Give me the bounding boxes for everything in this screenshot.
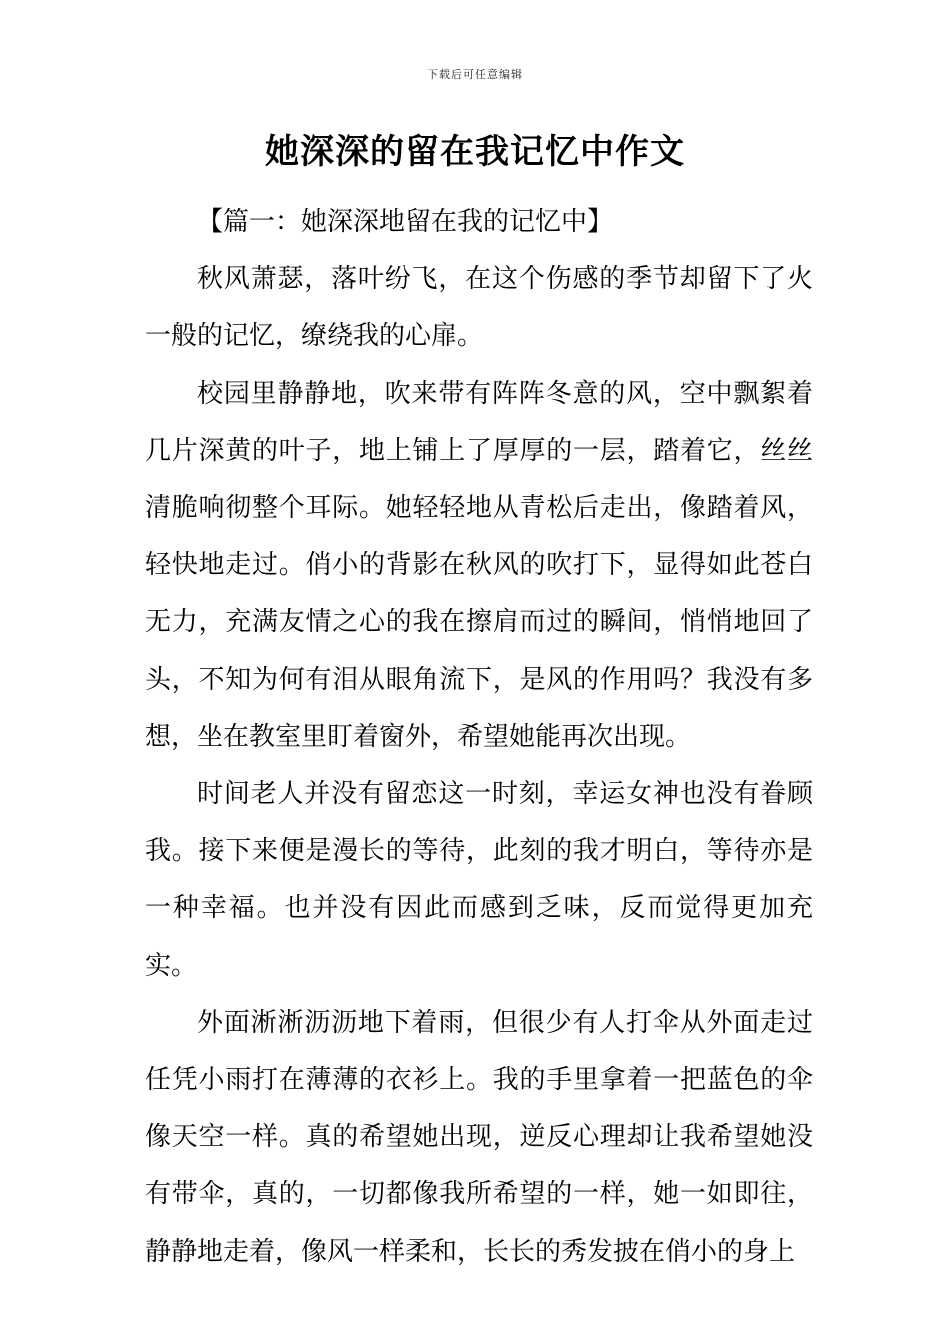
document-body <box>145 194 813 1281</box>
paragraph-3: 时间老人并没有留恋这一时刻，幸运女神也没有眷顾我。接下来便是漫长的等待，此刻的我才明白，等待亦是一种幸福。也并没有因此而感到乏味，反而觉得更加充实。 <box>145 779 813 981</box>
section-heading: 【篇一：她深深地留在我的记忆中】 <box>197 207 614 237</box>
header-note: 下载后可任意编辑 <box>427 68 523 81</box>
paragraph-1: 秋风萧瑟，落叶纷飞，在这个伤感的季节却留下了火一般的记忆，缭绕我的心扉。 <box>145 264 813 352</box>
paragraph-4: 外面淅淅沥沥地下着雨，但很少有人打伞从外面走过任凭小雨打在薄薄的衣衫上。我的手里拿着一把蓝色的伞像天空一样。真的希望她出现，逆反心理却让我希望她没有带伞，真的，一切都像我所希望的一样，她一如即往，静静地走着，像风一样柔和，长长的秀发披在俏小的身上 <box>145 1007 813 1267</box>
paragraph-2: 校园里静静地，吹来带有阵阵冬意的风，空中飘絮着几片深黄的叶子，地上铺上了厚厚的一层，踏着它，丝丝清脆响彻整个耳际。她轻轻地从青松后走出，像踏着风，轻快地走过。俏小的背影在秋风的吹打下，显得如此苍白无力，充满友情之心的我在擦肩而过的瞬间，悄悄地回了头，不知为何有泪从眼角流下，是风的作用吗？我没有多想，坐在教室里盯着窗外，希望她能再次出现。 <box>145 378 813 752</box>
document-title: 她深深的留在我记忆中作文 <box>265 132 685 172</box>
